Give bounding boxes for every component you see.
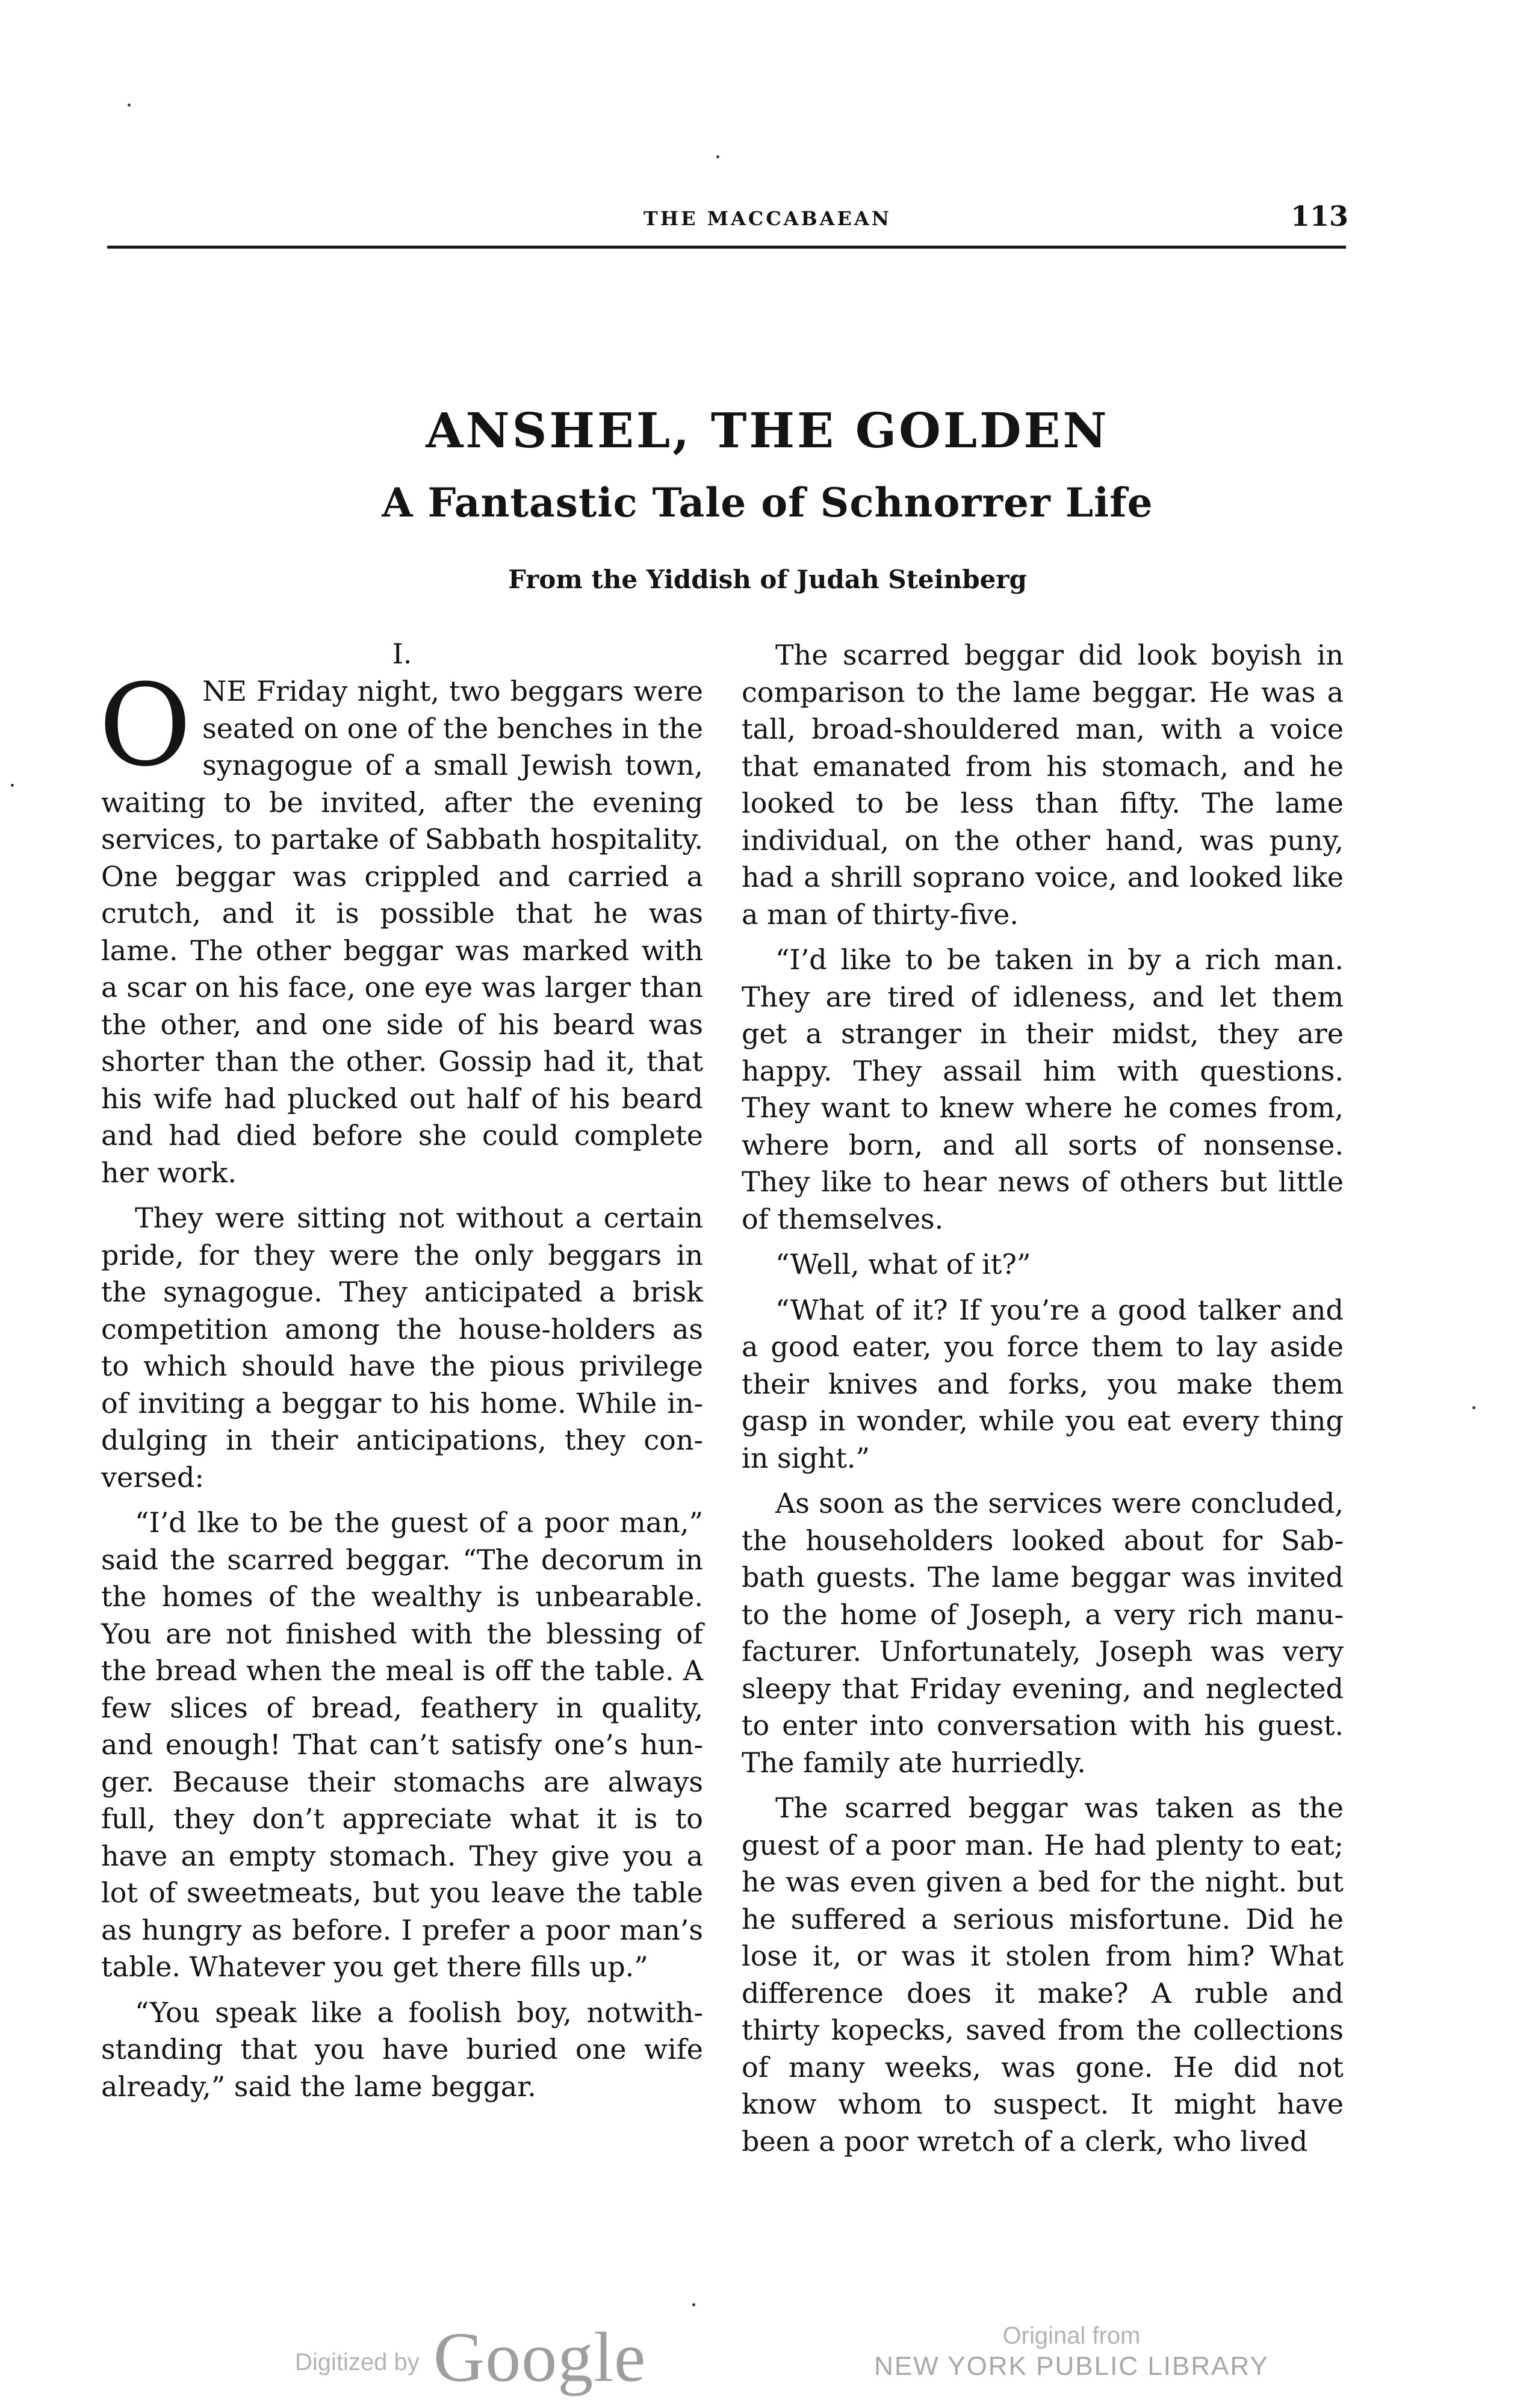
right-column bbox=[742, 637, 1344, 2168]
header-rule bbox=[107, 246, 1346, 249]
paragraph: They were sitting not without a certain pride, for they were the only beggars in the synagogue. They anticipated a brisk competition among the house-holders as to which should have the pious privilege of inviting a beggar to his home. While indulging in their anticipations, they conversed: bbox=[101, 1202, 703, 1494]
running-head-title: THE MACCABAEAN bbox=[643, 207, 892, 230]
original-from-label: Original from bbox=[1002, 2323, 1141, 2349]
original-library-label: NEW YORK PUBLIC LIBRARY bbox=[874, 2351, 1269, 2381]
article-subtitle: A Fantastic Tale of Schnorrer Life bbox=[382, 479, 1153, 526]
opening-paragraph bbox=[99, 660, 703, 1191]
paragraph: “I’d lke to be the guest of a poor man,” said the scarred beggar. “The decorum in the homes of the wealthy is unbearable. You are not finished with the blessing of the bread when the meal is off the table. A few slices of bread, feathery in quality, and enough! That can’t satisfy one’s hunger. Because their stomachs are always full, they don’t appreciate what it is to have an empty stomach. They give you a lot of sweetmeats, but you leave the table as hungry as before. I prefer a poor man’s table. Whatever you get there fills up.” bbox=[101, 1506, 703, 1983]
paragraph: “Well, what of it?” bbox=[775, 1248, 1031, 1280]
paragraph: “You speak like a foolish boy, notwithstanding that you have buried one wife already,” said the lame beggar. bbox=[101, 1996, 703, 2103]
digitization-footer bbox=[0, 2312, 1535, 2408]
paragraph: “What of it? If you’re a good talker and a good eater, you force them to lay aside their knives and forks, you make them gasp in wonder, while you eat every thing in sight.” bbox=[742, 1293, 1344, 1474]
left-column bbox=[101, 637, 703, 2114]
scan-speck bbox=[128, 104, 131, 107]
scan-speck bbox=[1472, 1406, 1475, 1409]
section-number: I. bbox=[392, 638, 412, 670]
paragraph: The scarred beggar did look boyish in comparison to the lame beggar. He was a tall, broad-shouldered man, with a voice that emanated from his stomach, and he looked to be less than fifty. The lame individual, on the other hand, was puny, had a shrill soprano voice, and looked like a man of thirty-five. bbox=[742, 639, 1344, 931]
scan-speck bbox=[11, 784, 14, 787]
paragraph: The scarred beggar was taken as the guest of a poor man. He had plenty to eat; he was even given a bed for the night. but he suffered a serious misfortune. Did he lose it, or was it stolen from him? What difference does it make? A ruble and thirty kopecks, saved from the collections of many weeks, was gone. He did not know whom to suspect. It might have been a poor wretch of a clerk, who lived bbox=[742, 1792, 1344, 2158]
scan-speck bbox=[716, 155, 719, 158]
article-title: ANSHEL, THE GOLDEN bbox=[426, 402, 1109, 459]
scan-speck bbox=[692, 2303, 695, 2306]
drop-cap: O bbox=[99, 660, 192, 792]
opening-paragraph-text: NE Friday night, two beggars were seated on one of the benches in the synagogue of a small Jewish town, waiting to be invited, after the evening services, to partake of Sabbath hospitality. One beggar was crippled and carried a crutch, and it is possible that he was lame. The other beggar was marked with a scar on his face, one eye was larger than the other, and one side of his beard was shorter than the other. Gossip had it, that his wife had plucked out half of his beard and had died before she could complete her work. bbox=[101, 675, 703, 1189]
google-logo: Google bbox=[433, 2318, 647, 2397]
paragraph: As soon as the services were concluded, the householders looked about for Sabbath guests. The lame beggar was invited to the home of Joseph, a very rich manufacturer. Unfortunately, Joseph was very sleepy that Friday evening, and neglected to enter into conversation with his guest. The family ate hurriedly. bbox=[742, 1487, 1344, 1779]
paragraph: “I’d like to be taken in by a rich man. They are tired of idleness, and let them get a stranger in their midst, they are happy. They assail him with questions. They want to knew where he comes from, where born, and all sorts of nonsense. They like to hear news of others but little of themselves. bbox=[742, 943, 1344, 1235]
digitized-by-label: Digitized by bbox=[295, 2349, 420, 2375]
article-byline: From the Yiddish of Judah Steinberg bbox=[508, 565, 1027, 594]
page-number: 113 bbox=[1290, 200, 1348, 232]
